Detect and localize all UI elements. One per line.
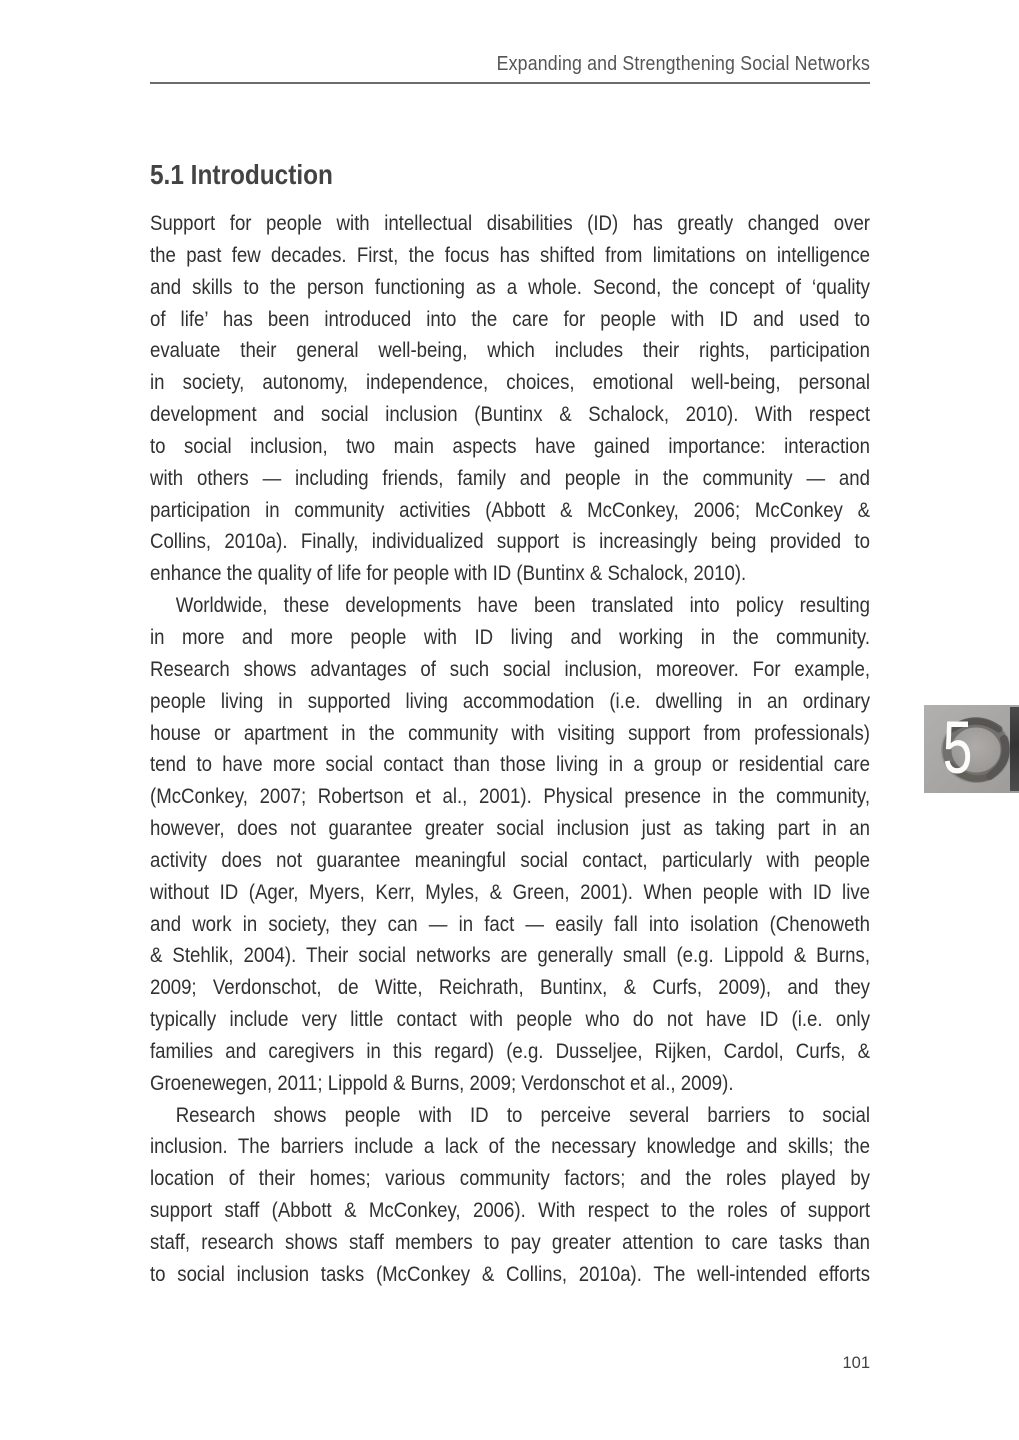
- chapter-number-label: 5: [942, 706, 973, 790]
- paragraph: [150, 1100, 870, 1291]
- text-line: in society, autonomy, independence, choices, emotional well-being, personal: [150, 371, 871, 395]
- running-header: Expanding and Strengthening Social Networks: [496, 53, 871, 75]
- text-line: in more and more people with ID living and working in the community.: [150, 625, 871, 649]
- text-line: enhance the quality of life for people with ID (Buntinx & Schalock, 2010).: [150, 562, 747, 586]
- text-line: inclusion. The barriers include a lack of the necessary knowledge and skills; the: [150, 1135, 871, 1159]
- text-line: activity does not guarantee meaningful social contact, particularly with people: [150, 848, 871, 872]
- text-line: house or apartment in the community with visiting support from professionals): [150, 721, 871, 745]
- text-line: without ID (Ager, Myers, Kerr, Myles, & Green, 2001). When people with ID live: [150, 880, 871, 904]
- text-line: support staff (Abbott & McConkey, 2006). With respect to the roles of support: [150, 1199, 871, 1223]
- text-line: Research shows people with ID to perceive several barriers to social: [175, 1103, 871, 1127]
- text-line: and skills to the person functioning as a whole. Second, the concept of ‘quality: [150, 275, 871, 299]
- text-line: evaluate their general well-being, which includes their rights, participation: [150, 339, 871, 363]
- text-line: Research shows advantages of such social inclusion, moreover. For example,: [150, 657, 871, 681]
- text-line: with others — including friends, family and people in the community — and: [150, 466, 871, 490]
- text-line: (McConkey, 2007; Robertson et al., 2001). Physical presence in the community,: [150, 785, 871, 809]
- text-line: people living in supported living accommodation (i.e. dwelling in an ordinary: [150, 689, 871, 713]
- text-line: Collins, 2010a). Finally, individualized support is increasingly being provided to: [150, 530, 871, 554]
- chapter-tab-image: [924, 705, 1019, 793]
- text-line: and work in society, they can — in fact — easily fall into isolation (Chenoweth: [150, 912, 871, 936]
- paragraph: [150, 208, 870, 590]
- text-line: to social inclusion tasks (McConkey & Collins, 2010a). The well-intended efforts: [150, 1262, 871, 1286]
- chapter-tab: [924, 705, 1019, 793]
- text-line: location of their homes; various community factors; and the roles played by: [150, 1167, 871, 1191]
- text-line: 2009; Verdonschot, de Witte, Reichrath, Buntinx, & Curfs, 2009), and they: [150, 976, 871, 1000]
- text-line: & Stehlik, 2004). Their social networks are generally small (e.g. Lippold & Burns,: [150, 944, 871, 968]
- paragraph: [150, 590, 870, 1100]
- text-line: to social inclusion, two main aspects have gained importance: interaction: [150, 434, 871, 458]
- text-line: the past few decades. First, the focus has shifted from limitations on intelligence: [150, 243, 871, 267]
- page-number: 101: [842, 1354, 870, 1372]
- text-line: families and caregivers in this regard) (e.g. Dusseljee, Rijken, Cardol, Curfs, &: [150, 1039, 871, 1063]
- text-line: tend to have more social contact than those living in a group or residential care: [150, 753, 871, 777]
- text-line: typically include very little contact with people who do not have ID (i.e. only: [150, 1008, 871, 1032]
- text-line: Worldwide, these developments have been translated into policy resulting: [175, 594, 871, 618]
- tab-edge-strip: [1010, 707, 1019, 791]
- text-line: Support for people with intellectual disabilities (ID) has greatly changed over: [150, 212, 871, 235]
- text-line: of life’ has been introduced into the care for people with ID and used to: [150, 307, 871, 331]
- body-text: [150, 208, 870, 1291]
- text-line: participation in community activities (Abbott & McConkey, 2006; McConkey &: [150, 498, 871, 522]
- text-line: Groenewegen, 2011; Lippold & Burns, 2009; Verdonschot et al., 2009).: [150, 1071, 734, 1095]
- text-line: however, does not guarantee greater social inclusion just as taking part in an: [150, 817, 871, 841]
- text-line: staff, research shows staff members to pay greater attention to care tasks than: [150, 1231, 871, 1254]
- section-heading: 5.1 Introduction: [150, 159, 333, 191]
- content-column: [150, 0, 870, 1440]
- text-line: development and social inclusion (Buntinx & Schalock, 2010). With respect: [150, 403, 871, 427]
